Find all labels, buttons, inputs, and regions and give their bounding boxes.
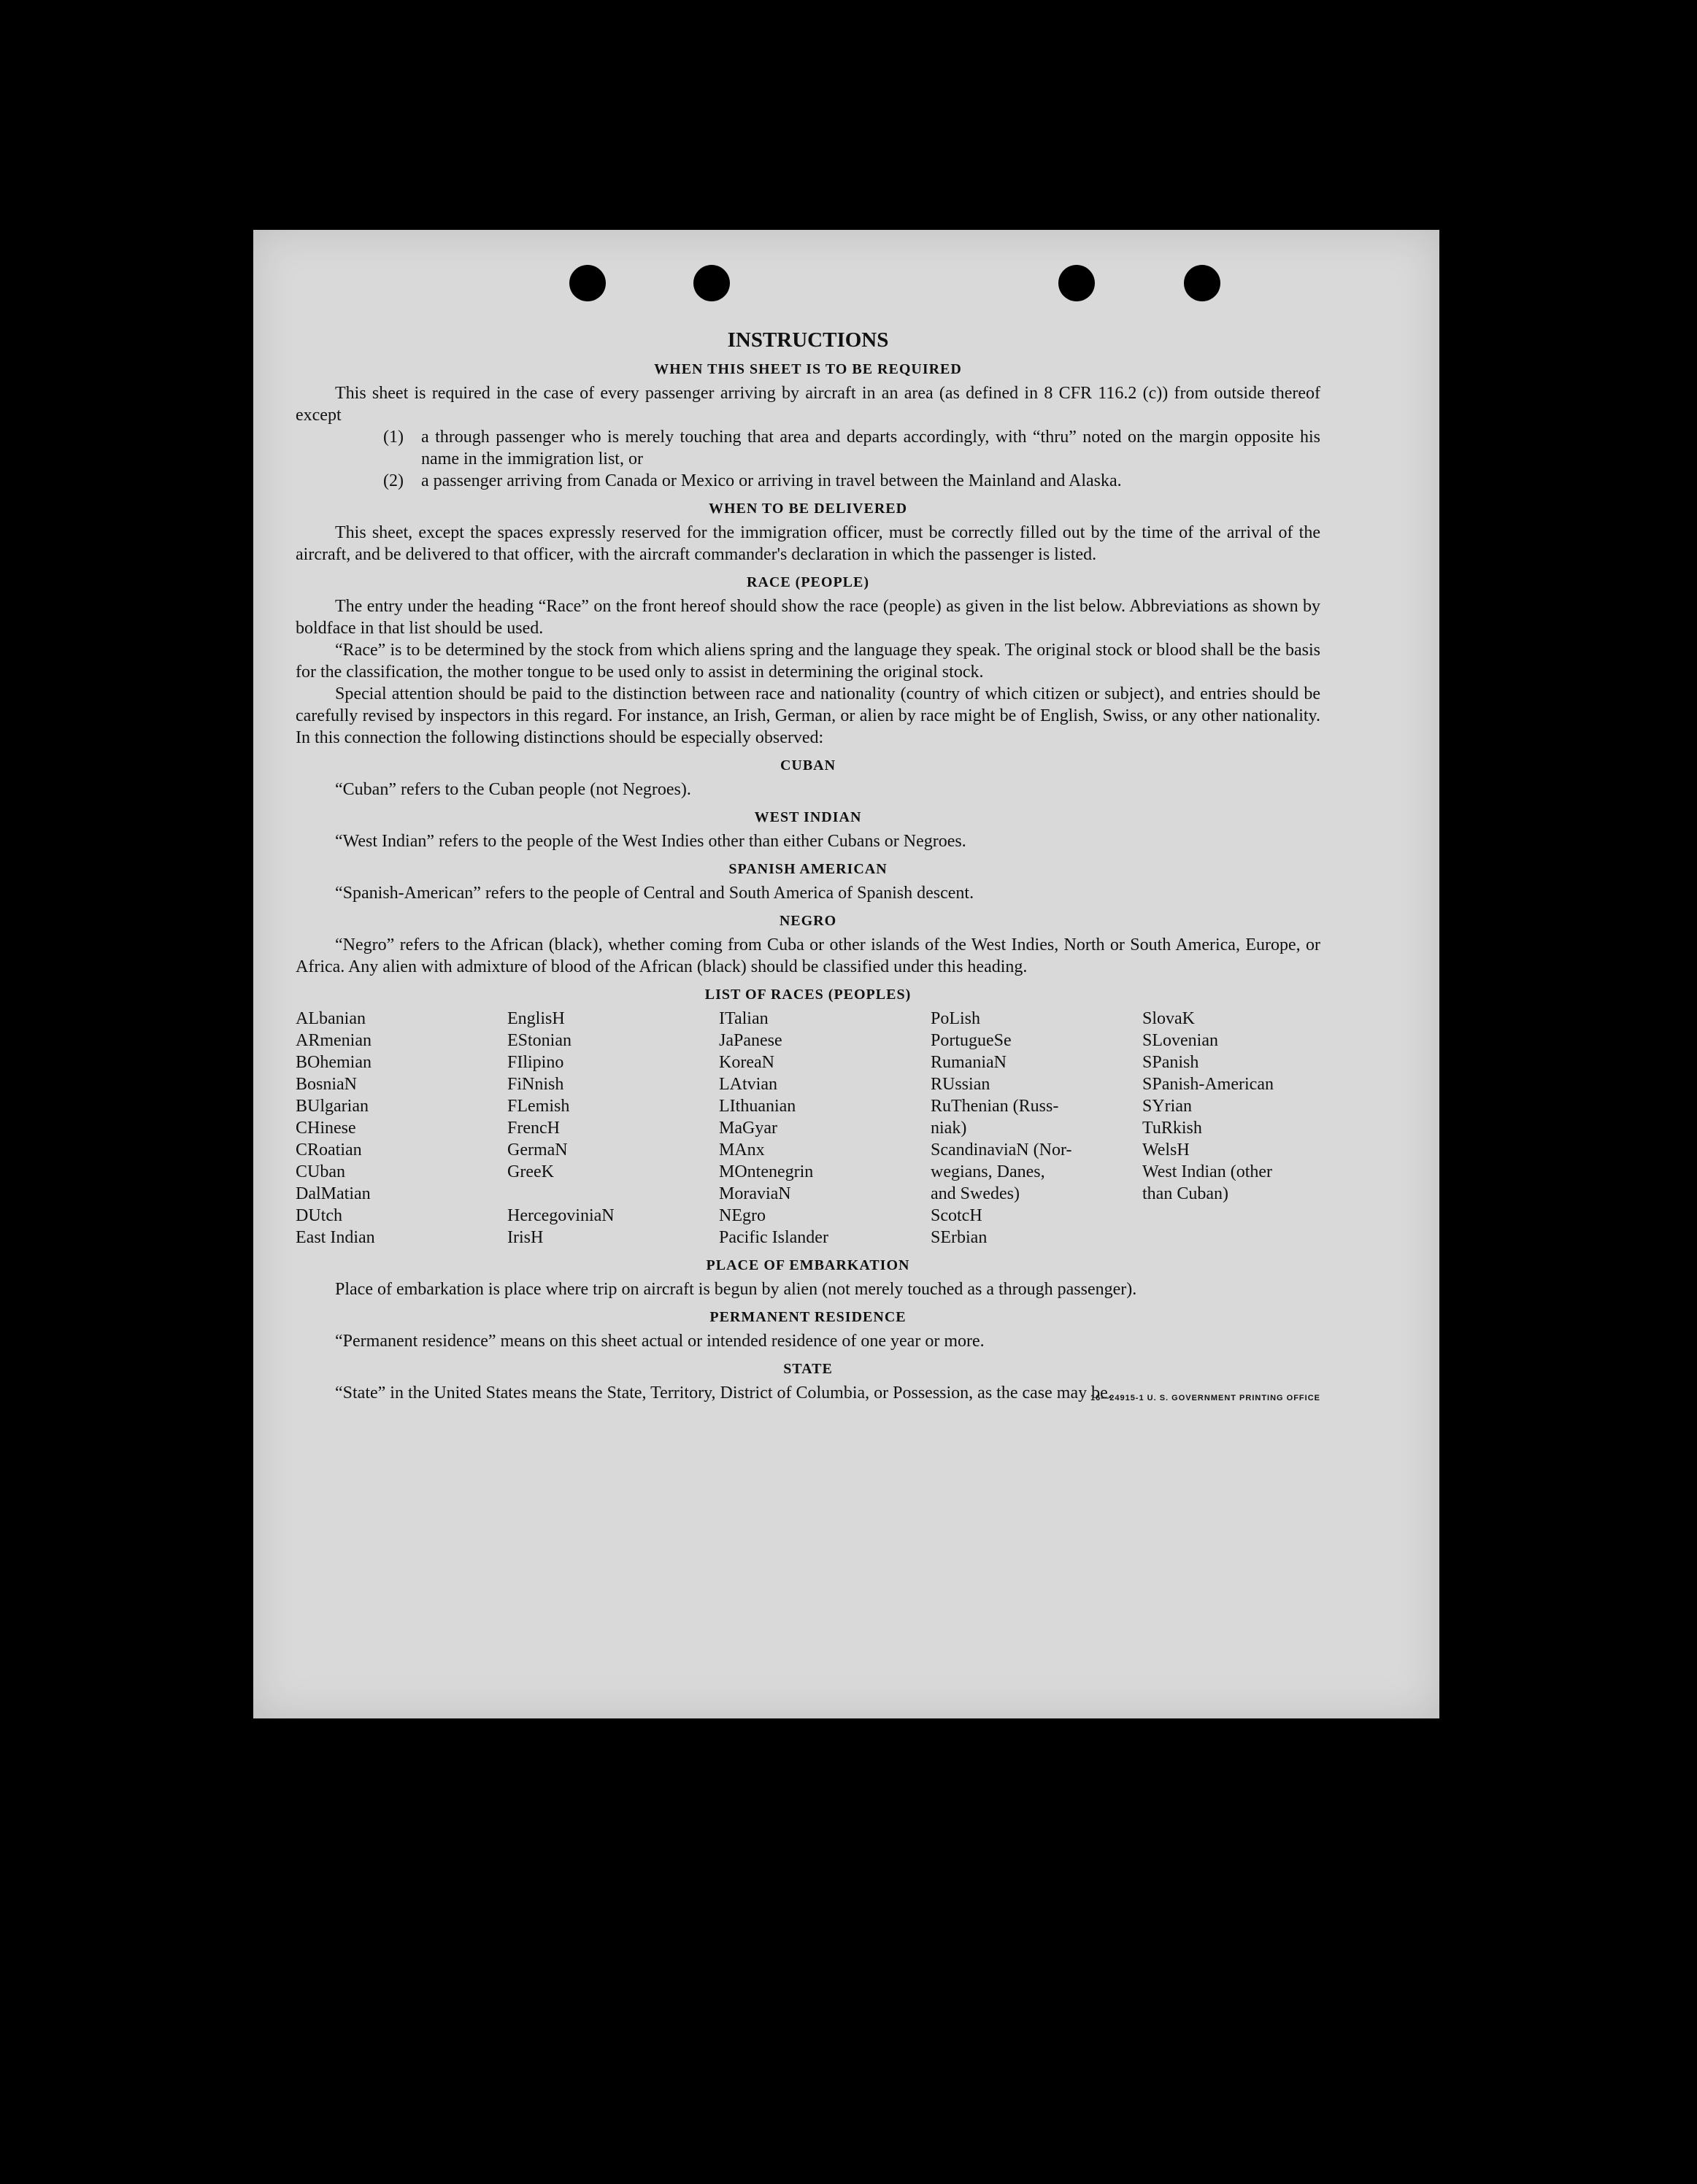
race-entry: Pacific Islander [719, 1228, 828, 1247]
paragraph-spanish-american: “Spanish-American” refers to the people of Central and South America of Spanish descent. [335, 884, 974, 903]
paragraph-state: “State” in the United States means the State, Territory, District of Columbia, or Possession, as the case may be. [335, 1384, 1112, 1402]
race-entry: PoLish [931, 1009, 981, 1028]
race-entry: LIthuanian [719, 1097, 796, 1116]
punch-hole [693, 265, 730, 301]
race-entry: RumaniaN [931, 1053, 1007, 1072]
races-column [507, 1008, 719, 1249]
race-entry: MoraviaN [719, 1184, 791, 1203]
paragraph-embarkation: Place of embarkation is place where trip on aircraft is begun by alien (not merely touched as a through passenger). [335, 1280, 1137, 1299]
heading-when-required: WHEN THIS SHEET IS TO BE REQUIRED [654, 361, 962, 377]
paragraph-negro: “Negro” refers to the African (black), whether coming from Cuba or other islands of the West Indies, North or South America, Europe, or Africa. Any alien with admixture of blood of the African (black) should be classified under this heading. [296, 935, 1320, 976]
race-entry: GreeK [507, 1162, 554, 1181]
race-entry: MOntenegrin [719, 1162, 814, 1181]
heading-negro: NEGRO [779, 913, 837, 929]
paragraph-race-3: Special attention should be paid to the distinction between race and nationality (country of which citizen or subject), and entries should be carefully revised by inspectors in this regard. For instance, an Irish, German, or alien by race might be of English, Swiss, or any other nationality. In this connection the following distinctions should be especially observed: [296, 684, 1320, 747]
paragraph-race-1: The entry under the heading “Race” on the front hereof should show the race (people) as given in the list below. Abbreviations as shown by boldface in that list should be used. [296, 597, 1320, 638]
race-entry: DalMatian [296, 1184, 371, 1203]
race-entry: FrencH [507, 1119, 560, 1138]
race-entry: SYrian [1142, 1097, 1192, 1116]
paragraph-west-indian: “West Indian” refers to the people of the West Indies other than either Cubans or Negroes. [335, 832, 966, 851]
paragraph-when-delivered: This sheet, except the spaces expressly reserved for the immigration officer, must be correctly filled out by the time of the arrival of the aircraft, and be delivered to that officer, with the aircraft commander's declaration in which the passenger is listed. [296, 523, 1320, 564]
race-entry [507, 1183, 719, 1205]
race-entry: FIlipino [507, 1053, 564, 1072]
race-entry: SErbian [931, 1228, 988, 1247]
race-entry: PortugueSe [931, 1031, 1012, 1050]
paragraph-when-required: This sheet is required in the case of every passenger arriving by aircraft in an area (as defined in 8 CFR 116.2 (c)) from outside thereof except [296, 384, 1320, 425]
list-item [383, 426, 1320, 470]
punch-hole [1184, 265, 1220, 301]
race-entry: BOhemian [296, 1053, 372, 1072]
race-entry: CRoatian [296, 1141, 362, 1159]
heading-cuban: CUBAN [780, 757, 836, 773]
race-entry: BosniaN [296, 1075, 357, 1094]
race-entry: LAtvian [719, 1075, 777, 1094]
printing-office-footer: 16—24915-1 U. S. GOVERNMENT PRINTING OFFICE [1090, 1394, 1320, 1402]
heading-residence: PERMANENT RESIDENCE [709, 1309, 907, 1325]
race-entry: BUlgarian [296, 1097, 369, 1116]
race-entry: IrisH [507, 1228, 544, 1247]
page-title: INSTRUCTIONS [727, 328, 889, 352]
race-entry: MaGyar [719, 1119, 777, 1138]
race-entry: TuRkish [1142, 1119, 1202, 1138]
paragraph-cuban: “Cuban” refers to the Cuban people (not Negroes). [335, 780, 691, 799]
race-entry: GermaN [507, 1141, 568, 1159]
race-entry: KoreaN [719, 1053, 774, 1072]
race-entry: WelsH [1142, 1141, 1190, 1159]
item-text: a passenger arriving from Canada or Mexico or arriving in travel between the Mainland and Alaska. [421, 471, 1122, 490]
punch-hole [569, 265, 606, 301]
race-entry: HercegoviniaN [507, 1206, 615, 1225]
document-sheet [253, 230, 1439, 1718]
instructions-content [296, 328, 1320, 1404]
heading-when-delivered: WHEN TO BE DELIVERED [708, 501, 908, 517]
race-entry: CHinese [296, 1119, 356, 1138]
races-column [296, 1008, 507, 1249]
race-entry: ARmenian [296, 1031, 372, 1050]
race-entry: SPanish [1142, 1053, 1199, 1072]
race-entry: RuThenian (Russ- niak) [931, 1097, 1059, 1138]
list-item [383, 470, 1320, 492]
race-entry: NEgro [719, 1206, 766, 1225]
heading-state: STATE [783, 1361, 833, 1377]
heading-embarkation: PLACE OF EMBARKATION [706, 1257, 910, 1273]
races-column [931, 1008, 1142, 1249]
race-entry: East Indian [296, 1228, 375, 1247]
race-entry: EStonian [507, 1031, 572, 1050]
heading-list-of-races: LIST OF RACES (PEOPLES) [704, 987, 912, 1003]
race-entry: ALbanian [296, 1009, 366, 1028]
race-entry: SLovenian [1142, 1031, 1218, 1050]
race-entry: DUtch [296, 1206, 342, 1225]
race-entry: CUban [296, 1162, 345, 1181]
item-number: (2) [383, 471, 404, 490]
heading-spanish-american: SPANISH AMERICAN [728, 861, 888, 877]
race-entry: SPanish-American [1142, 1075, 1274, 1094]
races-list [296, 1008, 1320, 1249]
race-entry: EnglisH [507, 1009, 565, 1028]
heading-west-indian: WEST INDIAN [754, 809, 862, 825]
race-entry: SlovaK [1142, 1009, 1195, 1028]
race-entry: ScotcH [931, 1206, 982, 1225]
race-entry: ScandinaviaN (Nor- wegians, Danes, and Swedes) [931, 1141, 1072, 1203]
race-entry: JaPanese [719, 1031, 782, 1050]
race-entry: FiNnish [507, 1075, 564, 1094]
race-entry: FLemish [507, 1097, 570, 1116]
heading-race: RACE (PEOPLE) [747, 574, 869, 590]
race-entry: RUssian [931, 1075, 990, 1094]
item-number: (1) [383, 428, 404, 447]
item-text: a through passenger who is merely touching that area and departs accordingly, with “thru” noted on the margin opposite his name in the immigration list, or [421, 428, 1320, 468]
races-column [719, 1008, 931, 1249]
race-entry: ITalian [719, 1009, 769, 1028]
race-entry: West Indian (other than Cuban) [1142, 1162, 1273, 1203]
races-column [1142, 1008, 1325, 1249]
paragraph-race-2: “Race” is to be determined by the stock from which aliens spring and the language they speak. The original stock or blood shall be the basis for the classification, the mother tongue to be used only to assist in determining the original stock. [296, 641, 1320, 682]
paragraph-residence: “Permanent residence” means on this sheet actual or intended residence of one year or more. [335, 1332, 985, 1351]
race-entry: MAnx [719, 1141, 765, 1159]
state-block [296, 1382, 1320, 1404]
punch-hole [1058, 265, 1095, 301]
